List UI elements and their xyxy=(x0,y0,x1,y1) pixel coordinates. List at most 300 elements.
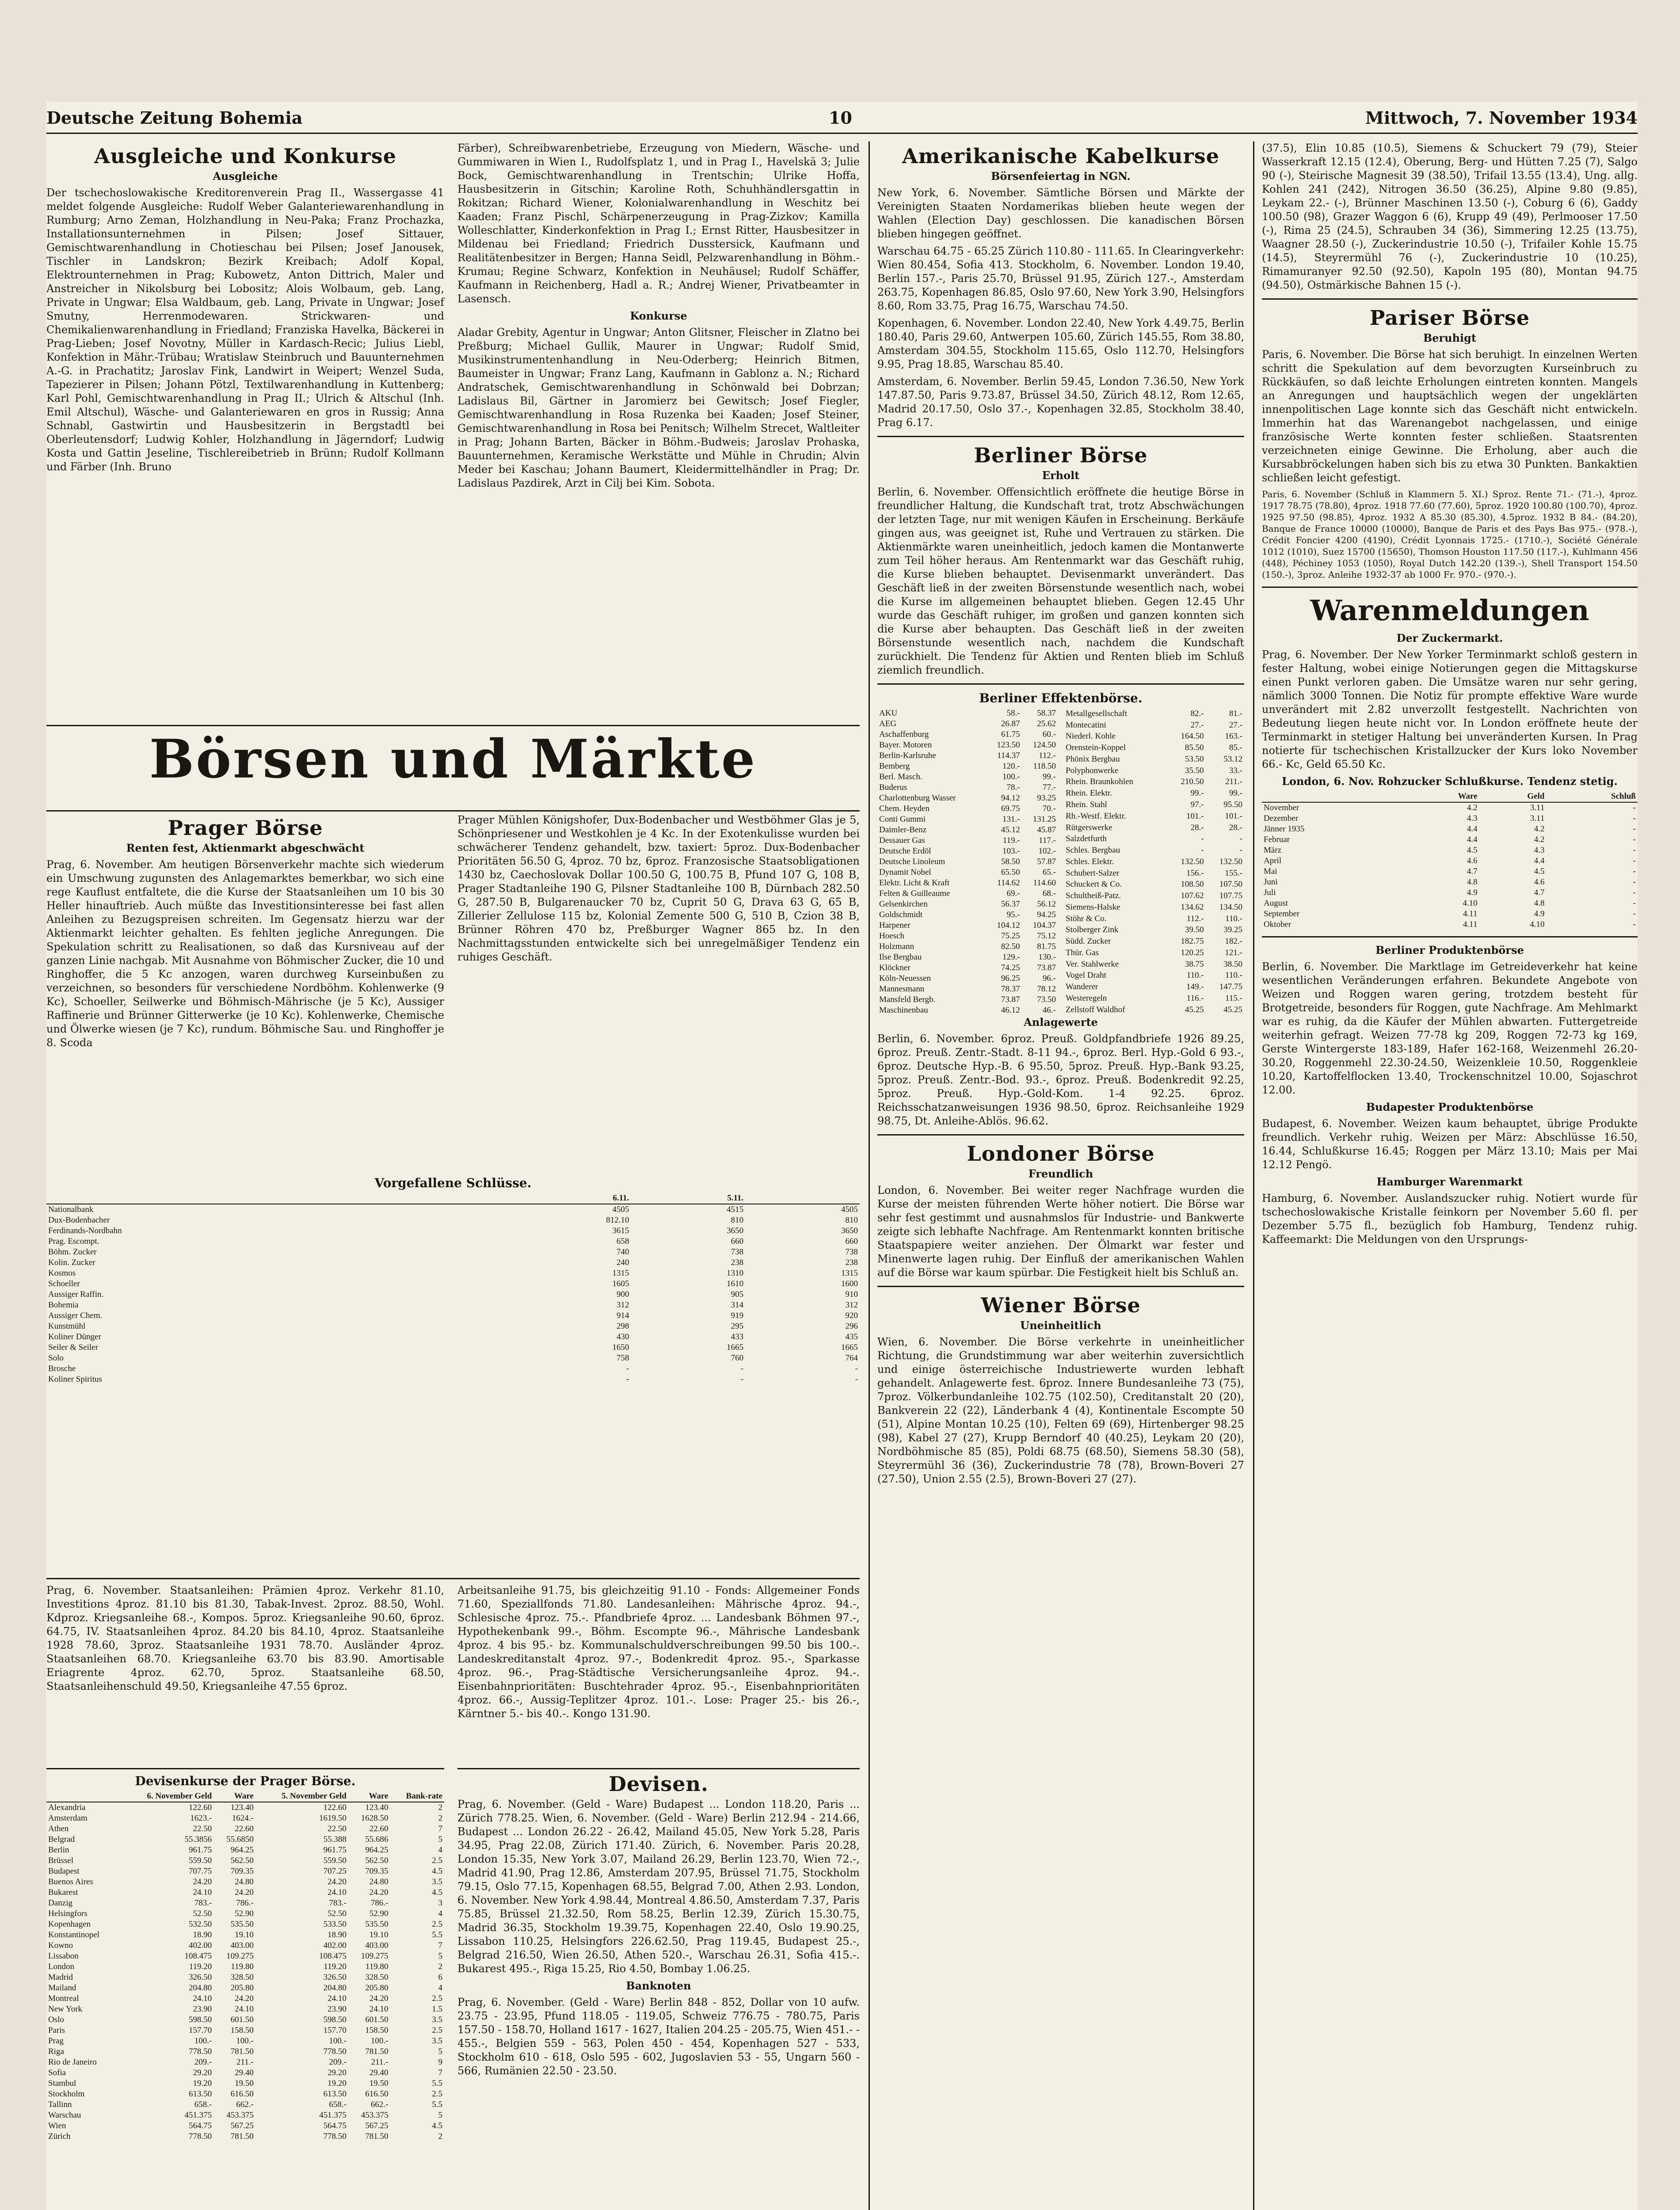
table-row xyxy=(877,931,1058,941)
table-cell: 403.00 xyxy=(230,1941,254,1950)
section-subtitle: Anlagewerte xyxy=(1024,1016,1098,1029)
table-cell: Vogel Draht xyxy=(1066,971,1106,980)
table-cell: 567.25 xyxy=(230,2121,254,2130)
table-row xyxy=(1064,868,1244,879)
table-cell: 295 xyxy=(731,1322,744,1331)
table-cell: 964.25 xyxy=(230,1845,254,1855)
table-cell: Lissabon xyxy=(48,1951,79,1961)
table-cell: Aussiger Raffin. xyxy=(48,1290,104,1299)
column-header: Bank-rate xyxy=(390,1791,444,1802)
table-cell: Mannesmann xyxy=(879,984,925,994)
table-row xyxy=(877,952,1058,963)
table-cell: 535.50 xyxy=(230,1920,254,1929)
table-cell: 601.50 xyxy=(365,2015,389,2024)
section-subtitle: Banknoten xyxy=(626,1979,691,1992)
table-cell: 182.- xyxy=(1225,937,1242,946)
article-text: Paris, 6. November (Schluß in Klammern 5. XI.) Sproz. Rente 71.- (71.-), 4proz. 1917 78.75 (78.80), 4proz. 1918 77.60 (77.60), 5proz. 1920 100.80 (100.70), 4proz. 1925 97.50 (98.85), 4proz. 1932 A 85.30 (85.30), 4.5proz. 1932 B 84.- (84.20), Banque de France 10000 (10000), Banque de Paris et des Pays Bas 975.- (978.-), Crédit Foncier 4200 (4190), Crédit Lyonnais 1725.- (1710.-), Société Générale 1012 (1010), Suez 15700 (15650), Thomson Houston 117.50 (117.-), Kuhlmann 456 (448), Péchiney 1053 (1050), Royal Dutch 142.20 (139.-), Shell Transport 154.50 (150.-), 3proz. Anleihe 1932-37 ab 1000 Fr. 970.- (970.-). xyxy=(1262,489,1638,580)
section-subtitle: Budapester Produktenbörse xyxy=(1366,1101,1534,1113)
table-cell: 93.25 xyxy=(1037,793,1056,803)
table-cell: 107.62 xyxy=(1181,891,1204,901)
table-cell: Bemberg xyxy=(879,762,910,771)
table-row xyxy=(1262,802,1638,813)
table-cell: 147.75 xyxy=(1219,982,1242,992)
table-cell: 117.- xyxy=(1039,836,1056,845)
prager-section xyxy=(46,813,860,1574)
table-cell: Solo xyxy=(48,1353,64,1363)
table-cell: Rhein. Braunkohlen xyxy=(1066,777,1134,787)
table-row xyxy=(877,899,1058,910)
table-cell: 451.375 xyxy=(319,2111,347,2120)
table-cell: 4505 xyxy=(612,1205,629,1214)
table-cell: 210.50 xyxy=(1181,777,1204,787)
table-cell: 82.- xyxy=(1190,709,1204,718)
table-row xyxy=(877,857,1058,867)
table-cell: 533.50 xyxy=(323,1920,347,1929)
section-subtitle: Konkurse xyxy=(630,309,687,322)
table-row xyxy=(877,772,1058,782)
table-cell: 134.62 xyxy=(1181,902,1204,912)
table-cell: 961.75 xyxy=(323,1845,347,1855)
table-cell: Mai xyxy=(1264,867,1277,876)
section-subtitle: Renten fest, Aktienmarkt abgeschwächt xyxy=(126,842,365,854)
table-cell: 101.- xyxy=(1225,811,1242,821)
table-cell: 613.50 xyxy=(189,2089,212,2099)
section-subtitle: Erholt xyxy=(1042,469,1080,482)
table-cell: 738 xyxy=(731,1247,744,1257)
table-cell: Metallgesellschaft xyxy=(1066,709,1128,718)
table-cell: 119.- xyxy=(1002,836,1020,845)
table-cell: AKU xyxy=(879,709,898,718)
table-cell: 24.10 xyxy=(193,1888,212,1897)
table-cell: Salzdetfurth xyxy=(1066,834,1107,844)
table-cell: 24.80 xyxy=(369,1877,389,1886)
table-cell: 598.50 xyxy=(323,2015,347,2024)
table-row xyxy=(1064,822,1244,834)
table-cell: - xyxy=(1633,824,1636,834)
table-cell: Alexandria xyxy=(48,1803,86,1812)
table-cell: 81.75 xyxy=(1037,942,1056,951)
table-row xyxy=(1064,731,1244,743)
table-cell: 52.90 xyxy=(235,1909,254,1918)
table-cell: Jänner 1935 xyxy=(1264,824,1305,834)
table-row xyxy=(1064,925,1244,936)
table-row xyxy=(1262,898,1638,909)
table-cell: Charlottenburg Wasser xyxy=(879,793,956,803)
column-header: Ware xyxy=(348,1791,390,1802)
table-cell: 613.50 xyxy=(323,2089,347,2099)
table-cell: 130.- xyxy=(1038,953,1056,962)
table-cell: - xyxy=(855,1364,858,1373)
table-cell: 598.50 xyxy=(189,2015,212,2024)
table-cell: 781.50 xyxy=(230,2132,254,2141)
table-cell: Südd. Zucker xyxy=(1066,937,1111,946)
table-cell: 1610 xyxy=(727,1279,744,1288)
table-cell: 4.5 xyxy=(432,2121,442,2130)
table-row xyxy=(46,1247,860,1257)
section-title: Amerikanische Kabelkurse xyxy=(902,144,1219,168)
table-cell: 100.- xyxy=(236,2036,254,2046)
table-row xyxy=(46,1856,444,1866)
table-cell: 45.25 xyxy=(1223,1005,1242,1014)
table-row xyxy=(1064,879,1244,890)
table-row xyxy=(1064,799,1244,811)
table-cell: 4.6 xyxy=(1467,856,1478,865)
table-cell: 1623.- xyxy=(190,1814,212,1823)
table-cell: 94.25 xyxy=(1037,910,1056,919)
table-cell: 100.- xyxy=(370,2036,389,2046)
table-cell: 102.- xyxy=(1038,846,1056,856)
table-cell: 2.5 xyxy=(432,2089,442,2099)
table-cell: 23.90 xyxy=(193,2004,212,2014)
table-cell: 4.9 xyxy=(1534,909,1545,918)
table-cell: Athen xyxy=(48,1824,69,1833)
article-text: Prag, 6. November. Der New Yorker Terminmarkt schloß gestern in fester Haltung, wobei einige Notierungen gegen die Mittagskurse einen Punkt verloren gaben. Die Umsätze waren nur sehr gering, nämlich 3000 Tonnen. Die Notiz für prompte effektive Ware wurde unverändert mit 2.82 unverzollt festgestellt. Nachrichten von Bedeutung liegen heute nicht vor. In London eröffnete heute der Terminmarkt in stetiger Haltung bei unveränderten Kursen. In Prag notierte für tschechischen Kristallzucker der Kurs loko November 66.- Kc, Geld 65.50 Kc. xyxy=(1262,648,1638,770)
table-cell: Zellstoff Waldhof xyxy=(1066,1005,1125,1014)
table-row xyxy=(46,1983,444,1993)
table-row xyxy=(46,1940,444,1951)
table-row xyxy=(877,793,1058,804)
table-cell: 52.50 xyxy=(193,1909,212,1918)
table-cell: 783.- xyxy=(329,1898,347,1908)
table-row xyxy=(877,963,1058,973)
table-cell: Tallinn xyxy=(48,2100,72,2109)
table-cell: 24.20 xyxy=(235,1888,254,1897)
table-cell: 7 xyxy=(438,1824,442,1833)
effekten-table-right xyxy=(1064,708,1244,1016)
table-cell: Ilse Bergbau xyxy=(879,953,922,962)
table-cell: 120.25 xyxy=(1181,948,1204,957)
table-cell: Montreal xyxy=(48,1994,79,2003)
middle-column xyxy=(877,141,1244,2210)
table-cell: Brüssel xyxy=(48,1856,73,1865)
table-cell: Rhein. Elektr. xyxy=(1066,789,1112,798)
table-cell: 4.10 xyxy=(1530,920,1545,929)
table-cell: 29.20 xyxy=(328,2068,347,2077)
table-row xyxy=(46,1374,860,1385)
table-cell: September xyxy=(1264,909,1300,918)
table-cell: 209.- xyxy=(329,2058,347,2067)
table-cell: 783.- xyxy=(194,1898,212,1908)
section-title: Ausgleiche und Konkurse xyxy=(94,144,397,168)
table-cell: November xyxy=(1264,803,1299,812)
table-cell: Sofia xyxy=(48,2068,66,2077)
table-cell: 65.- xyxy=(1042,868,1056,877)
article-text: Budapest, 6. November. Weizen kaum behauptet, übrige Produkte freundlich. Verkehr ruhig. Weizen per März: Abschlüsse 16.50, 16.44, Schlußkurse 16.45; Roggen per März 13.10; Mais per Mai 12.12 Pengö. xyxy=(1262,1117,1638,1171)
table-cell: 119.20 xyxy=(324,1962,347,1971)
table-cell: 78.- xyxy=(1006,783,1020,792)
table-title: Vorgefallene Schlüsse. xyxy=(374,1176,532,1190)
table-row xyxy=(1262,845,1638,856)
table-cell: 115.- xyxy=(1225,994,1242,1003)
section-subtitle: Berliner Produktenbörse xyxy=(1375,944,1524,956)
table-cell: Orenstein-Koppel xyxy=(1066,743,1126,753)
table-cell: 55.6850 xyxy=(226,1835,254,1844)
table-cell: Felten & Guilleaume xyxy=(879,889,950,898)
article-text: Prag, 6. November. Am heutigen Börsenverkehr machte sich wiederum ein Umschwung zugunsten des Anlagemarktes bemerkbar, wo sich eine rege Kauflust entfaltete, die die Kurse der Staatsanleihen um 10 bis 30 Heller hinauftrieb. Auch müßte das Investitionsinteresse bei fast allen Anleihen zu Bezugspreisen schreiten. Im Gegensatz hierzu war der Aktienmarkt leichter gehalten. Es fehlten jegliche Anregungen. Die Spekulation schritt zu Realisationen, so daß das Kursniveau auf der ganzen Linie nachgab. Mit Ausnahme von Böhmischer Zucker, die 10 und Ringhoffer, die 5 Kc anzogen, waren durchweg Kurseinbußen zu verzeichnen, so besonders für verschiedene Nordböhm. Kohlenwerke (9 Kc), Schoeller, Seilwerke und Böhmisch-Mährische (je 5 Kc), Aussiger Raffinerie und Brünner Gitterwerke (je 10 Kc). Kohlenwerke, Chemische und Ölwerke wiesen (je 7 Kc), rundum. Böhmische Sau. und Ringhoffer je 8. Scoda xyxy=(46,858,444,1049)
table-cell: - xyxy=(626,1364,629,1373)
table-cell: Seiler & Seiler xyxy=(48,1343,98,1352)
table-cell: 18.90 xyxy=(193,1930,212,1939)
table-cell: 157.70 xyxy=(189,2026,212,2035)
table-cell: 18.90 xyxy=(328,1930,347,1939)
table-cell: Schuckert & Co. xyxy=(1066,880,1122,889)
table-cell: Stambul xyxy=(48,2079,76,2088)
article-text: Kopenhagen, 6. November. London 22.40, New York 4.49.75, Berlin 180.40, Paris 29.60, Antwerpen 105.60, Zürich 145.55, Rom 38.80, Amsterdam 304.55, Stockholm 115.65, Oslo 112.70, Helsingfors 9.95, Prag 18.85, Warschau 85.40. xyxy=(877,317,1244,370)
table-row xyxy=(46,1236,860,1247)
section-title: Wiener Börse xyxy=(981,1293,1141,1317)
table-cell: Maschinenbau xyxy=(879,1006,928,1015)
table-cell: 123.50 xyxy=(997,740,1020,750)
table-row xyxy=(46,2025,444,2036)
right-column xyxy=(1262,141,1638,2210)
table-cell: - xyxy=(1633,846,1636,855)
table-cell: 758 xyxy=(616,1353,629,1363)
table-cell: Berlin-Karlsruhe xyxy=(879,751,936,760)
table-cell: Koliner Dünger xyxy=(48,1332,101,1341)
table-cell: 4.7 xyxy=(1534,888,1545,897)
table-cell: Conti Gummi xyxy=(879,815,926,824)
column-header xyxy=(745,1193,860,1204)
table-cell: 164.50 xyxy=(1181,732,1204,741)
table-cell: 53.12 xyxy=(1223,754,1242,764)
table-cell: 24.80 xyxy=(235,1877,254,1886)
table-row xyxy=(877,740,1058,751)
table-row xyxy=(46,2036,444,2046)
table-cell: 108.50 xyxy=(1181,880,1204,889)
table-cell: Amsterdam xyxy=(48,1814,88,1823)
column-header: 5. November Geld xyxy=(255,1791,348,1802)
table-cell: 781.50 xyxy=(230,2047,254,2056)
table-cell: Rütgerswerke xyxy=(1066,823,1112,832)
table-cell: 238 xyxy=(845,1258,858,1267)
table-row xyxy=(46,1321,860,1332)
table-cell: 73.87 xyxy=(1001,995,1020,1004)
table-row xyxy=(877,825,1058,835)
table-row xyxy=(46,1300,860,1311)
table-cell: 39.25 xyxy=(1223,925,1242,935)
table-cell: 778.50 xyxy=(323,2047,347,2056)
table-cell: Juli xyxy=(1264,888,1276,897)
table-cell: 662.- xyxy=(370,2100,389,2109)
table-cell: 7 xyxy=(438,2068,442,2077)
page-number: 10 xyxy=(829,108,852,128)
table-row xyxy=(1064,833,1244,845)
table-cell: Berl. Masch. xyxy=(879,772,922,781)
table-cell: 4 xyxy=(438,1909,442,1918)
table-cell: New York xyxy=(48,2004,83,2014)
article-text: Berlin, 6. November. Die Marktlage im Getreideverkehr hat keine wesentlichen Veränderungen erfahren. Bekundete Angebote von Weizen und Roggen waren gering, trotzdem besteht für Brotgetreide, besonders für Roggen, gute Nachfrage. Am Mehlmarkt war es ruhig, da die Käufer der Mühlen abwarten. Futtergetreide weiterhin gefragt. Weizen 77-78 kg 209, Roggen 72-73 kg 169, Gerste Wintergerste 183-189, Hafer 162-168, Weizenmehl 26.20-30.20, Roggenmehl 22.30-24.50, Weizenkleie 10.50, Roggenkleie 10.20, Kartoffelflocken 13.40, Trockenschnitzel 10.00, Sojaschrot 12.00. xyxy=(1262,960,1638,1096)
table-cell: 1.5 xyxy=(432,2004,442,2014)
table-cell: 22.50 xyxy=(193,1824,212,1833)
devisenkurse-section xyxy=(46,1768,444,2210)
table-cell: Holzmann xyxy=(879,942,914,951)
table-cell: Warschau xyxy=(48,2111,81,2120)
table-cell: 158.50 xyxy=(365,2026,389,2035)
divider xyxy=(1262,298,1638,300)
table-cell: 4.5 xyxy=(432,1888,442,1897)
table-cell: 78.12 xyxy=(1037,984,1056,994)
divider xyxy=(1262,587,1638,588)
table-cell: 601.50 xyxy=(230,2015,254,2024)
table-cell: 312 xyxy=(845,1300,858,1310)
table-row xyxy=(877,994,1058,1005)
table-cell: 5.5 xyxy=(432,2100,442,2109)
table-cell: 112.- xyxy=(1186,914,1204,923)
section-title: Londoner Börse xyxy=(967,1142,1155,1166)
table-cell: 6 xyxy=(438,1973,442,1982)
table-cell: 55.3856 xyxy=(184,1835,212,1844)
table-cell: 110.- xyxy=(1225,914,1242,923)
table-cell: 163.- xyxy=(1225,732,1242,741)
table-cell: 24.20 xyxy=(235,1994,254,2003)
table-row xyxy=(46,1332,860,1342)
article-text: New York, 6. November. Sämtliche Börsen und Märkte der Vereinigten Staaten Nordamerikas blieben heute wegen der Wahlen (Election Day) geschlossen. Die kanadischen Börsen blieben hingegen geöffnet. xyxy=(877,187,1244,240)
table-cell: Madrid xyxy=(48,1973,73,1982)
table-cell: 26.87 xyxy=(1001,719,1020,728)
article-text: Der tschechoslowakische Kreditorenverein Prag II., Wassergasse 41 meldet folgende Ausgleiche: Rudolf Weber Galanteriewarenhandlung in Rumburg; Arno Zeman, Holzhandlung in Neu-Paka; Franz Prochazka, Installationsunternehmen in Pilsen; Josef Sittauer, Gemischtwarenhandlung in Chotieschau bei Pilsen; Josef Janousek, Tischler in Landskron; Bezirk Kreibach; Adolf Kopal, Elektrounternehmen in Prag; Kubowetz, Anton Dittrich, Maler und Anstreicher in Nikolsburg bei Lobositz; Alois Wolbaum, geb. Lang, Private in Ungwar; Elsa Waldbaum, geb. Lang, Private in Ungwar; Josef Smutny, Herrenmodewaren. Strickwaren- und Chemikalienwarenhandlung in Friedland; Franziska Havelka, Bäckerei in Prag-Lieben; Josef Novotny, Müller in Kardasch-Recic; Julius Liebl, Konfektion in Mähr.-Trübau; Wratislaw Steinbruch und Bauunternehmen A.-G. in Prachatitz; Jaroslav Fink, Landwirt in Weipert; Wenzel Suda, Tapezierer in Pilsen; Johann Pötzl, Textilwarenhandlung in Kuttenberg; Karl Pohl, Gemischtwarenhandlung in Prag II.; Ulrich & Altschul (Inh. Emil Altschul), Wäsche- und Galanteriewaren en gros in Russig; Anna Schnabl, Gastwirtin und Hausbesitzerin in Bergstadtl bei Oberleutensdorf; Ludwig Kohler, Holzhandlung in Jägerndorf; Ludwig Kosta und Gattin Jeseline, Tischlereibetrieb in Brünn; Rudolf Kollmann und Färber (Inh. Bruno xyxy=(46,187,444,473)
table-row xyxy=(1064,845,1244,856)
table-cell: Kosmos xyxy=(48,1269,76,1278)
table-cell: - xyxy=(1633,856,1636,865)
table-cell: 4.2 xyxy=(1534,835,1545,844)
table-cell: 45.25 xyxy=(1185,1005,1204,1014)
table-cell: 4505 xyxy=(841,1205,858,1214)
table-cell: Prag. Escompt. xyxy=(48,1237,99,1246)
table-cell: Wanderer xyxy=(1066,982,1098,992)
boersen-banner: Börsen und Märkte xyxy=(149,728,757,790)
column-header: Schluß xyxy=(1546,791,1638,802)
table-row xyxy=(1064,811,1244,822)
table-cell: 55.686 xyxy=(365,1835,389,1844)
devisen-section xyxy=(457,1768,860,2210)
table-cell: - xyxy=(1633,877,1636,887)
table-cell: 99.- xyxy=(1042,772,1056,781)
table-cell: - xyxy=(740,1364,744,1373)
table-cell: 961.75 xyxy=(189,1845,212,1855)
table-cell: 119.80 xyxy=(365,1962,389,1971)
article-text: Prag, 6. November. (Geld - Ware) Berlin 848 - 852, Dollar von 10 aufw. 23.75 - 23.95, Pfund 118.05 - 119.05, Schweiz 776.75 - 780.75, Paris 157.50 - 158.70, Holland 1617 - 1627, Italien 204.25 - 205.75, Wien 451.- - 455.-, Belgien 559 - 563, Polen 450 - 454, Kopenhagen 527 - 533, Stockholm 610 - 618, Oslo 595 - 602, Jugoslavien 53 - 55, Ungarn 560 - 566, Rumänien 22.50 - 23.50. xyxy=(457,1996,860,2077)
table-cell: 96.25 xyxy=(1001,974,1020,983)
table-cell: - xyxy=(1633,899,1636,908)
section-title: Berliner Börse xyxy=(974,443,1148,467)
table-cell: 616.50 xyxy=(365,2089,389,2099)
table-cell: 4.11 xyxy=(1463,920,1478,929)
table-row xyxy=(1262,824,1638,834)
table-cell: 123.40 xyxy=(365,1803,389,1812)
column-header: 6.11. xyxy=(481,1193,631,1204)
page-header xyxy=(46,102,1638,134)
table-cell: - xyxy=(1201,834,1204,844)
table-cell: Daimler-Benz xyxy=(879,825,927,834)
table-cell: 95.50 xyxy=(1223,800,1242,809)
table-cell: Riga xyxy=(48,2047,64,2056)
table-cell: 24.10 xyxy=(235,2004,254,2014)
table-cell: Koliner Spiritus xyxy=(48,1375,102,1384)
table-cell: 658.- xyxy=(194,2100,212,2109)
table-cell: 2 xyxy=(438,1803,442,1812)
table-cell: 1650 xyxy=(612,1343,629,1352)
table-row xyxy=(1064,981,1244,993)
table-cell: 53.50 xyxy=(1185,754,1204,764)
table-row xyxy=(877,835,1058,846)
table-cell: Bohemia xyxy=(48,1300,79,1310)
table-cell: 4 xyxy=(438,1845,442,1855)
table-cell: 1315 xyxy=(612,1269,629,1278)
table-cell: 22.50 xyxy=(328,1824,347,1833)
table-cell: 74.25 xyxy=(1001,963,1020,972)
table-cell: März xyxy=(1264,846,1282,855)
table-cell: Februar xyxy=(1264,835,1290,844)
table-row xyxy=(877,814,1058,825)
table-row xyxy=(46,1834,444,1845)
table-cell: 107.75 xyxy=(1219,891,1242,901)
table-cell: 112.- xyxy=(1039,751,1056,760)
table-cell: Bayer. Motoren xyxy=(879,740,932,750)
table-row xyxy=(1064,856,1244,868)
table-cell: 132.50 xyxy=(1181,857,1204,866)
table-cell: 4.10 xyxy=(1463,899,1478,908)
table-cell: - xyxy=(1633,920,1636,929)
table-cell: 85.- xyxy=(1229,743,1242,753)
table-cell: 616.50 xyxy=(230,2089,254,2099)
table-cell: 107.50 xyxy=(1219,880,1242,889)
section-title: Devisen. xyxy=(609,1772,709,1796)
table-cell: 326.50 xyxy=(189,1973,212,1982)
table-cell: Deutsche Erdöl xyxy=(879,846,931,856)
table-title: London, 6. Nov. Rohzucker Schlußkurse. Tendenz stetig. xyxy=(1282,775,1618,788)
table-cell: - xyxy=(626,1375,629,1384)
section-subtitle: Ausgleiche xyxy=(213,170,278,183)
table-cell: Polyphonwerke xyxy=(1066,766,1119,775)
table-cell: 122.60 xyxy=(189,1803,212,1812)
table-cell: 116.- xyxy=(1186,994,1204,1003)
section-subtitle: Börsenfeiertag in NGN. xyxy=(991,170,1131,183)
vorgefallene-schluesse-table xyxy=(46,1193,860,1385)
table-cell: 781.50 xyxy=(365,2132,389,2141)
table-row xyxy=(46,1802,444,1813)
table-row xyxy=(877,910,1058,920)
table-cell: 2.5 xyxy=(432,1920,442,1929)
table-cell: 46.12 xyxy=(1001,1006,1020,1015)
table-cell: Ferdinands-Nordbahn xyxy=(48,1226,122,1235)
column-header xyxy=(46,1193,481,1204)
table-cell: 122.60 xyxy=(323,1803,347,1812)
table-cell: 314 xyxy=(731,1300,744,1310)
table-cell: 709.35 xyxy=(230,1867,254,1876)
table-row xyxy=(46,1311,860,1321)
column-rule xyxy=(1253,141,1254,2210)
table-cell: August xyxy=(1264,899,1288,908)
table-cell: Wien xyxy=(48,2121,66,2130)
table-cell: 19.50 xyxy=(369,2079,389,2088)
table-cell: Rh.-Westf. Elektr. xyxy=(1066,811,1126,821)
table-cell: Juni xyxy=(1264,877,1278,887)
table-row xyxy=(46,2004,444,2015)
table-cell: 453.375 xyxy=(226,2111,254,2120)
table-cell: 19.10 xyxy=(369,1930,389,1939)
table-cell: Prag xyxy=(48,2036,64,2046)
table-cell: 204.80 xyxy=(323,1983,347,1993)
table-cell: 134.50 xyxy=(1219,902,1242,912)
table-cell: Budapest xyxy=(48,1867,80,1876)
table-cell: Helsingfors xyxy=(48,1909,88,1918)
ausgleiche-section xyxy=(46,141,860,747)
table-cell: 778.50 xyxy=(189,2047,212,2056)
table-cell: 920 xyxy=(845,1311,858,1320)
table-cell: 764 xyxy=(845,1353,858,1363)
section-subtitle: Uneinheitlich xyxy=(1020,1319,1101,1332)
table-cell: 55.388 xyxy=(323,1835,347,1844)
